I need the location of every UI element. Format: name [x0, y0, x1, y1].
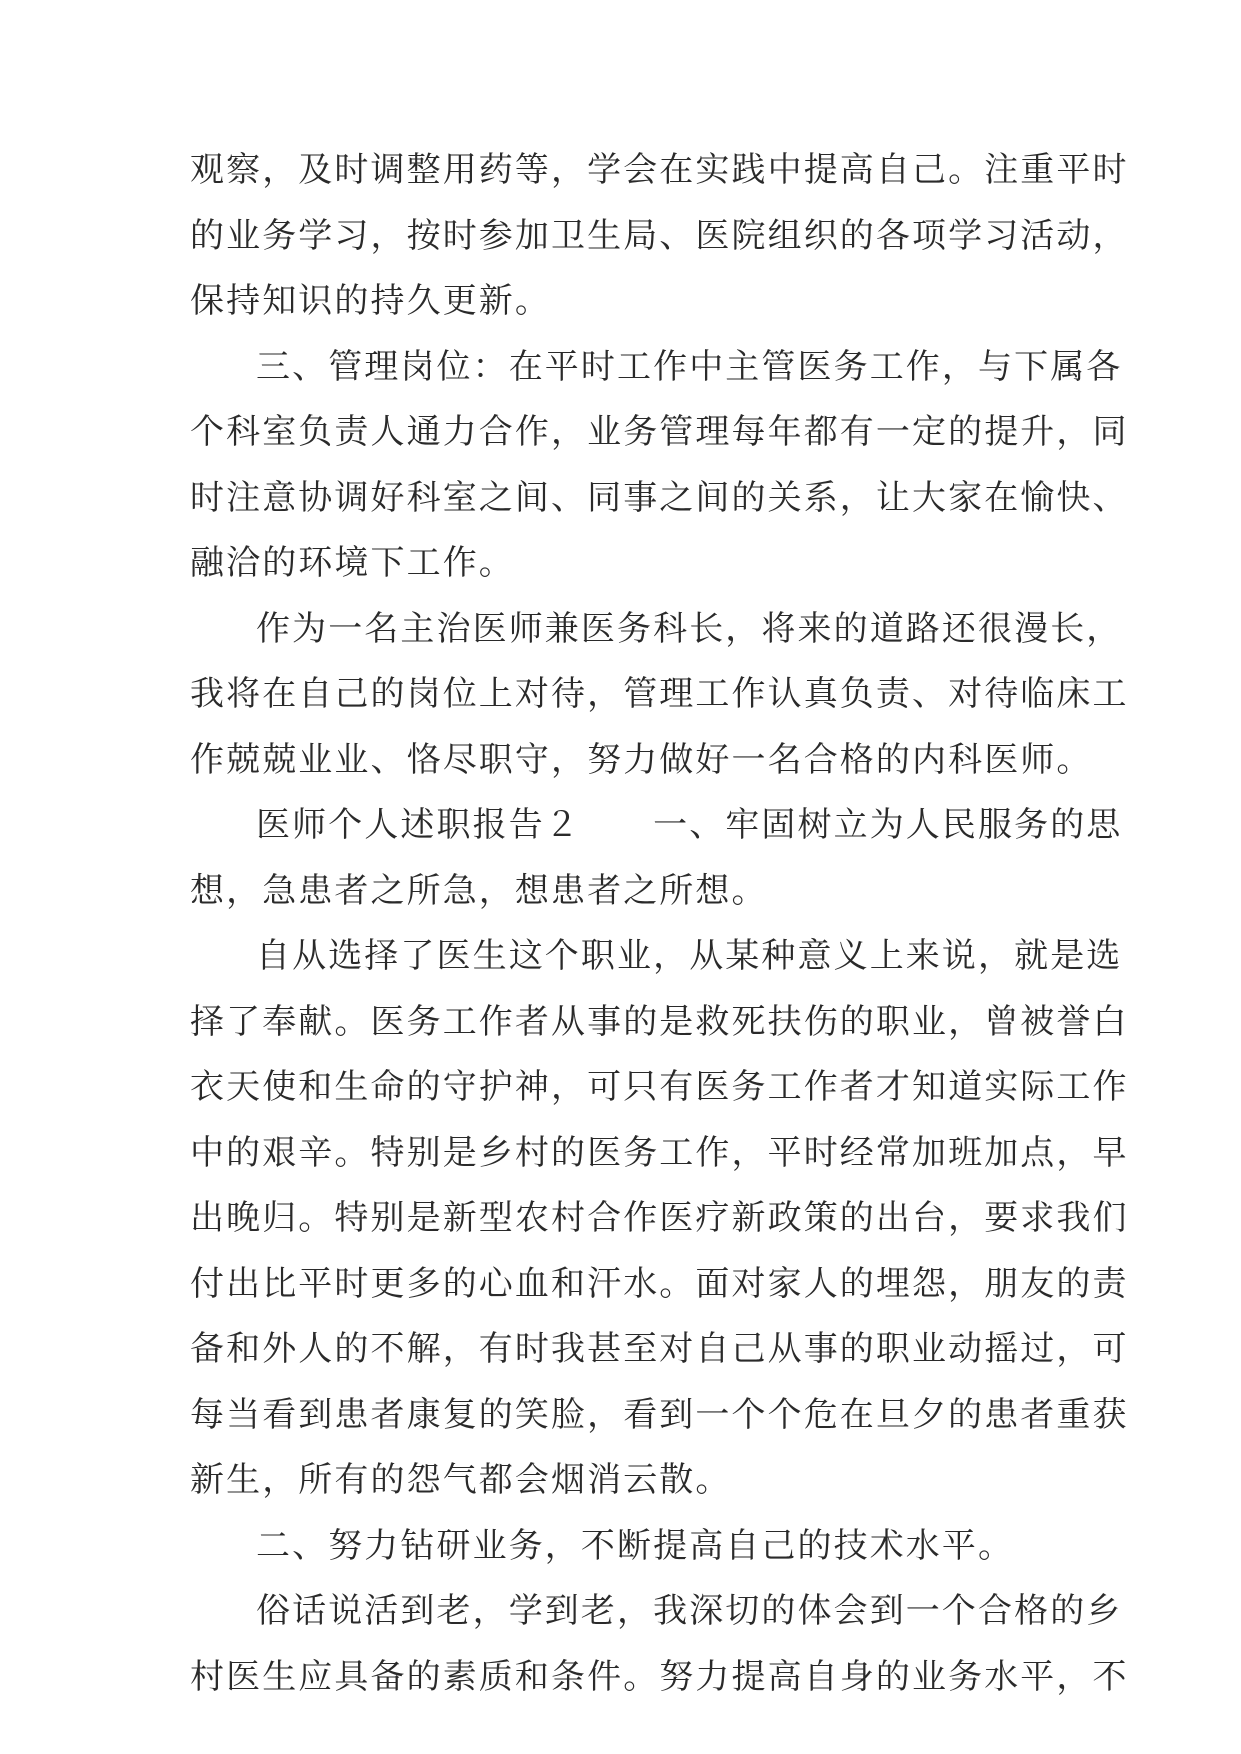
text-line: 出晚归。特别是新型农村合作医疗新政策的出台，要求我们	[190, 1198, 1129, 1238]
text-line: 衣天使和生命的守护神，可只有医务工作者才知道实际工作	[190, 1067, 1129, 1107]
text-line: 个科室负责人通力合作，业务管理每年都有一定的提升，同	[190, 412, 1129, 452]
text-line: 每当看到患者康复的笑脸，看到一个个危在旦夕的患者重获	[190, 1394, 1129, 1435]
paragraph-start: 俗话说活到老，学到老，我深切的体会到一个合格的乡	[256, 1591, 1123, 1631]
text-line: 观察，及时调整用药等，学会在实践中提高自己。注重平时	[190, 150, 1129, 190]
text-line: 作兢兢业业、恪尽职守，努力做好一名合格的内科医师。	[190, 739, 1093, 780]
text-line: 村医生应具备的素质和条件。努力提高自身的业务水平，不	[190, 1656, 1129, 1697]
text-line: 中的艰辛。特别是乡村的医务工作，平时经常加班加点，早	[190, 1132, 1129, 1173]
text-line: 的业务学习，按时参加卫生局、医院组织的各项学习活动，	[190, 215, 1129, 256]
text-line: 新生，所有的怨气都会烟消云散。	[190, 1460, 732, 1500]
paragraph-start: 作为一名主治医师兼医务科长，将来的道路还很漫长，	[256, 608, 1123, 649]
text-line: 备和外人的不解，有时我甚至对自己从事的职业动摇过，可	[190, 1329, 1129, 1369]
text-line: 我将在自己的岗位上对待，管理工作认真负责、对待临床工	[190, 674, 1129, 714]
section-heading-study: 二、努力钻研业务，不断提高自己的技术水平。	[256, 1525, 1015, 1566]
text-line: 时注意协调好科室之间、同事之间的关系，让大家在愉快、	[190, 477, 1129, 518]
text-line: 付出比平时更多的心血和汗水。面对家人的埋怨，朋友的责	[190, 1263, 1129, 1304]
text-line: 保持知识的持久更新。	[190, 281, 551, 321]
text-line: 融洽的环境下工作。	[190, 543, 515, 583]
document-body	[190, 138, 1129, 1710]
text-line: 想，急患者之所急，想患者之所想。	[190, 870, 768, 911]
section-heading-management: 三、管理岗位：在平时工作中主管医务工作，与下属各	[256, 346, 1123, 387]
text-line: 择了奉献。医务工作者从事的是救死扶伤的职业，曾被誉白	[190, 1001, 1129, 1042]
report-title-2: 医师个人述职报告２ 一、牢固树立为人民服务的思	[256, 805, 1123, 845]
paragraph-start: 自从选择了医生这个职业，从某种意义上来说，就是选	[256, 936, 1123, 976]
